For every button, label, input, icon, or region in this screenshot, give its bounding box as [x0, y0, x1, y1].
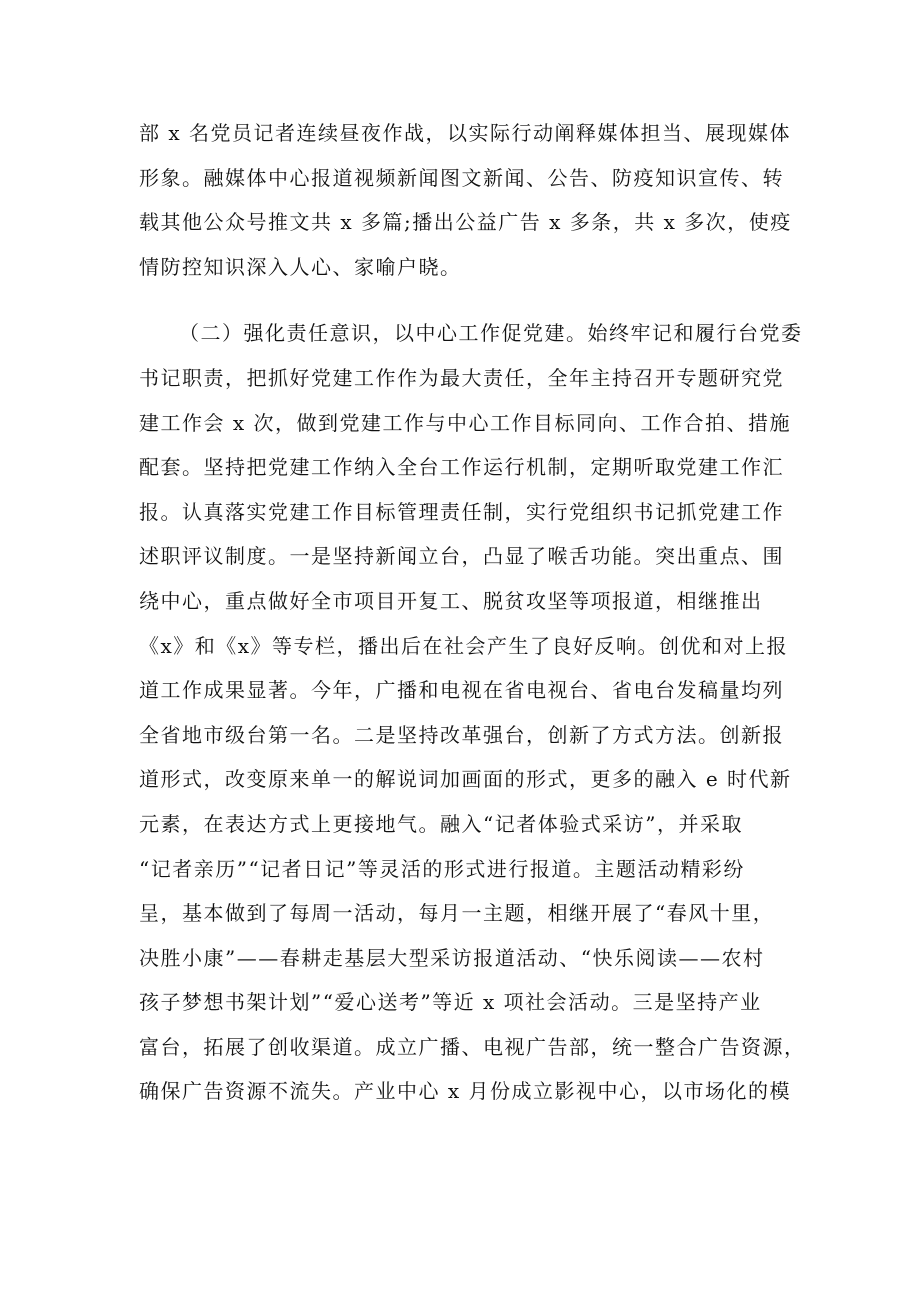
text-line: 全省地市级台第一名。二是坚持改革强台，创新了方式方法。创新报 — [139, 722, 784, 747]
text-line: 配套。坚持把党建工作纳入全台工作运行机制，定期听取党建工作汇 — [139, 455, 784, 480]
text-line: （二）强化责任意识，以中心工作促党建。始终牢记和履行台党委 — [179, 321, 803, 346]
text-line: 报。认真落实党建工作目标管理责任制，实行党组织书记抓党建工作 — [139, 499, 784, 524]
text-line: 载其他公众号推文共 x 多篇;播出公益广告 x 多条，共 x 多次，使疫 — [139, 210, 792, 235]
text-line: 道形式，改变原来单一的解说词加画面的形式，更多的融入 e 时代新 — [139, 767, 792, 792]
text-line: 确保广告资源不流失。产业中心 x 月份成立影视中心，以市场化的模 — [139, 1079, 791, 1104]
text-line: 富台，拓展了创收渠道。成立广播、电视广告部，统一整合广告资源， — [139, 1034, 806, 1059]
text-line: 道工作成果显著。今年，广播和电视在省电视台、省电台发稿量均列 — [139, 678, 784, 703]
text-line: 绕中心，重点做好全市项目开复工、脱贫攻坚等项报道，相继推出 — [139, 588, 763, 613]
paragraph-2 — [139, 311, 806, 1114]
text-line: 情防控知识深入人心、家喻户晓。 — [139, 254, 462, 279]
paragraph-1 — [139, 111, 792, 289]
text-line: 决胜小康”——春耕走基层大型采访报道活动、“快乐阅读——农村 — [139, 945, 765, 970]
text-line: 述职评议制度。一是坚持新闻立台，凸显了喉舌功能。突出重点、围 — [139, 544, 784, 569]
text-line: 书记职责，把抓好党建工作作为最大责任，全年主持召开专题研究党 — [139, 365, 784, 390]
text-line: 形象。融媒体中心报道视频新闻图文新闻、公告、防疫知识宣传、转 — [139, 165, 784, 190]
text-line: 部 x 名党员记者连续昼夜作战，以实际行动阐释媒体担当、展现媒体 — [139, 121, 791, 145]
text-line: 建工作会 x 次，做到党建工作与中心工作目标同向、工作合拍、措施 — [139, 410, 791, 435]
text-line: 呈，基本做到了每周一活动，每月一主题，相继开展了“春风十里， — [139, 901, 775, 926]
document-body — [139, 111, 806, 1114]
paragraph-gap — [139, 289, 789, 311]
text-line: 《x》和《x》等专栏，播出后在社会产生了良好反响。创优和对上报 — [139, 633, 789, 658]
text-line: 孩子梦想书架计划”“爱心送考”等近 x 项社会活动。三是坚持产业 — [139, 990, 762, 1015]
text-line: 元素，在表达方式上更接地气。融入“记者体验式采访”，并采取 — [139, 811, 743, 836]
text-line: “记者亲历”“记者日记”等灵活的形式进行报道。主题活动精彩纷 — [139, 856, 745, 881]
